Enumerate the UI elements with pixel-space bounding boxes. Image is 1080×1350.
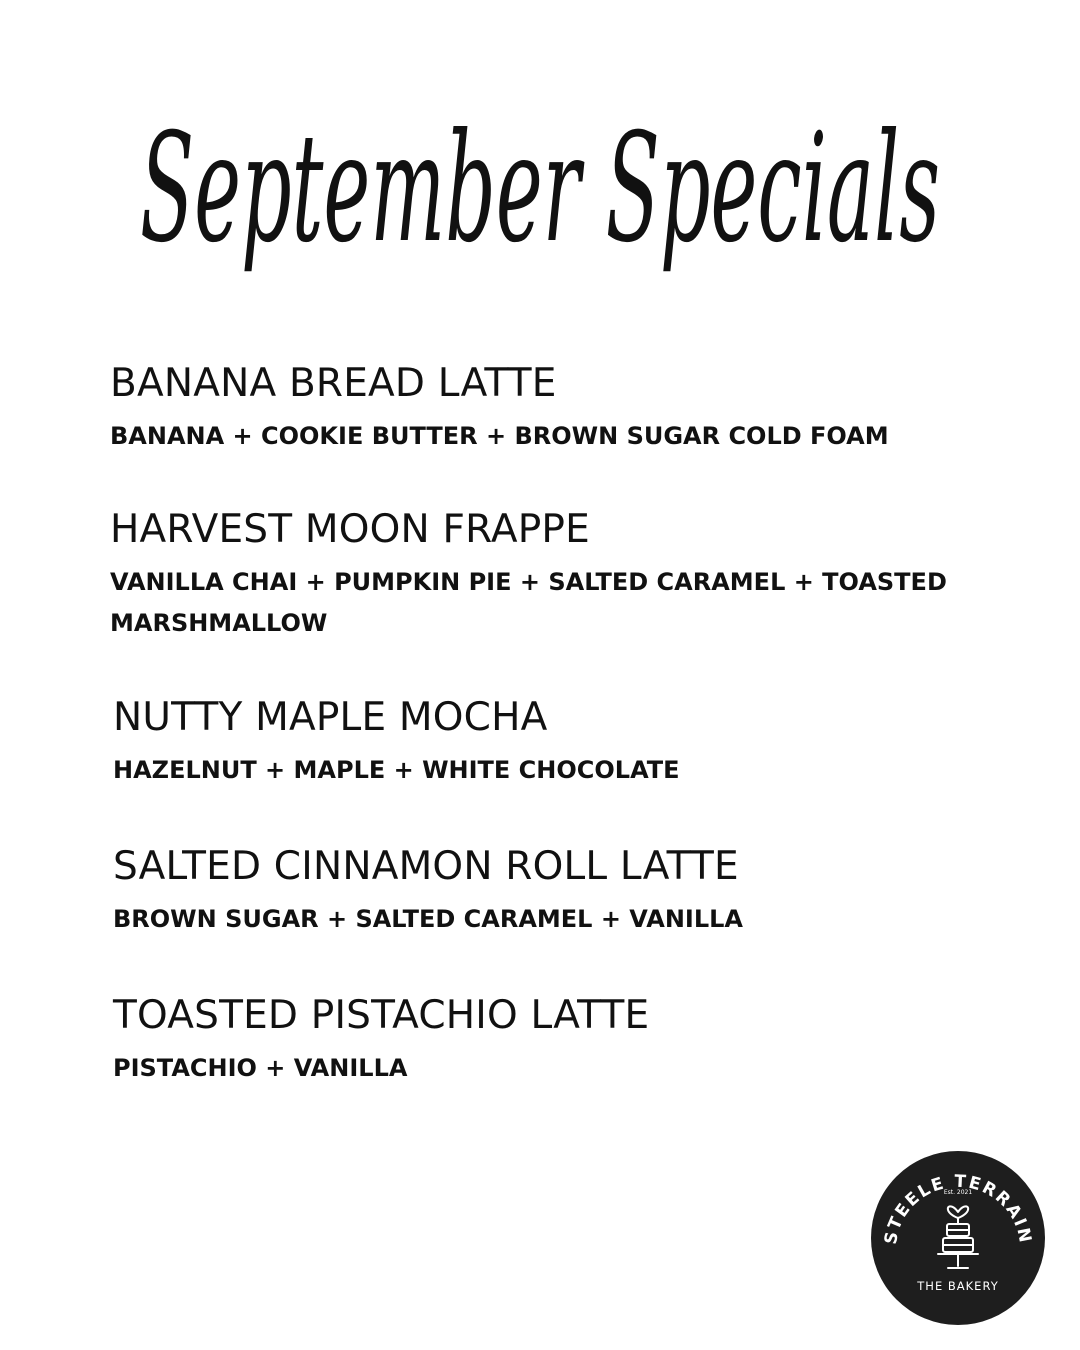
menu-item-description: BANANA + COOKIE BUTTER + BROWN SUGAR COLD FOAM: [110, 422, 889, 450]
page-title: [0, 70, 1080, 300]
menu-item-description: BROWN SUGAR + SALTED CARAMEL + VANILLA: [113, 905, 743, 933]
logo-established-text: Est. 2021: [943, 1189, 973, 1196]
menu-item-name: NUTTY MAPLE MOCHA: [113, 695, 548, 740]
menu-item-name: BANANA BREAD LATTE: [110, 361, 557, 406]
menu-item-salted-cinnamon-roll-latte: [113, 843, 973, 940]
logo-brand-text: STEELE TERRAIN: [880, 1171, 1036, 1246]
menu-item-name: TOASTED PISTACHIO LATTE: [113, 993, 650, 1038]
menu-item-toasted-pistachio-latte: [113, 992, 973, 1089]
menu-item-nutty-maple-mocha: [113, 694, 973, 791]
menu-item-name: SALTED CINNAMON ROLL LATTE: [113, 844, 739, 889]
title-text: September Specials: [140, 102, 940, 276]
menu-item-harvest-moon-frappe: [110, 506, 990, 644]
logo-badge: [870, 1150, 1046, 1326]
menu-item-banana-bread-latte: [110, 360, 990, 457]
menu-item-name: HARVEST MOON FRAPPE: [110, 507, 590, 552]
menu-item-description: VANILLA CHAI + PUMPKIN PIE + SALTED CARAMEL + TOASTED MARSHMALLOW: [110, 568, 947, 637]
bakery-logo: [870, 1150, 1046, 1326]
menu-item-description: PISTACHIO + VANILLA: [113, 1054, 408, 1082]
menu-item-description: HAZELNUT + MAPLE + WHITE CHOCOLATE: [113, 756, 680, 784]
title-script: [0, 70, 1080, 300]
logo-subtitle: THE BAKERY: [917, 1279, 999, 1293]
